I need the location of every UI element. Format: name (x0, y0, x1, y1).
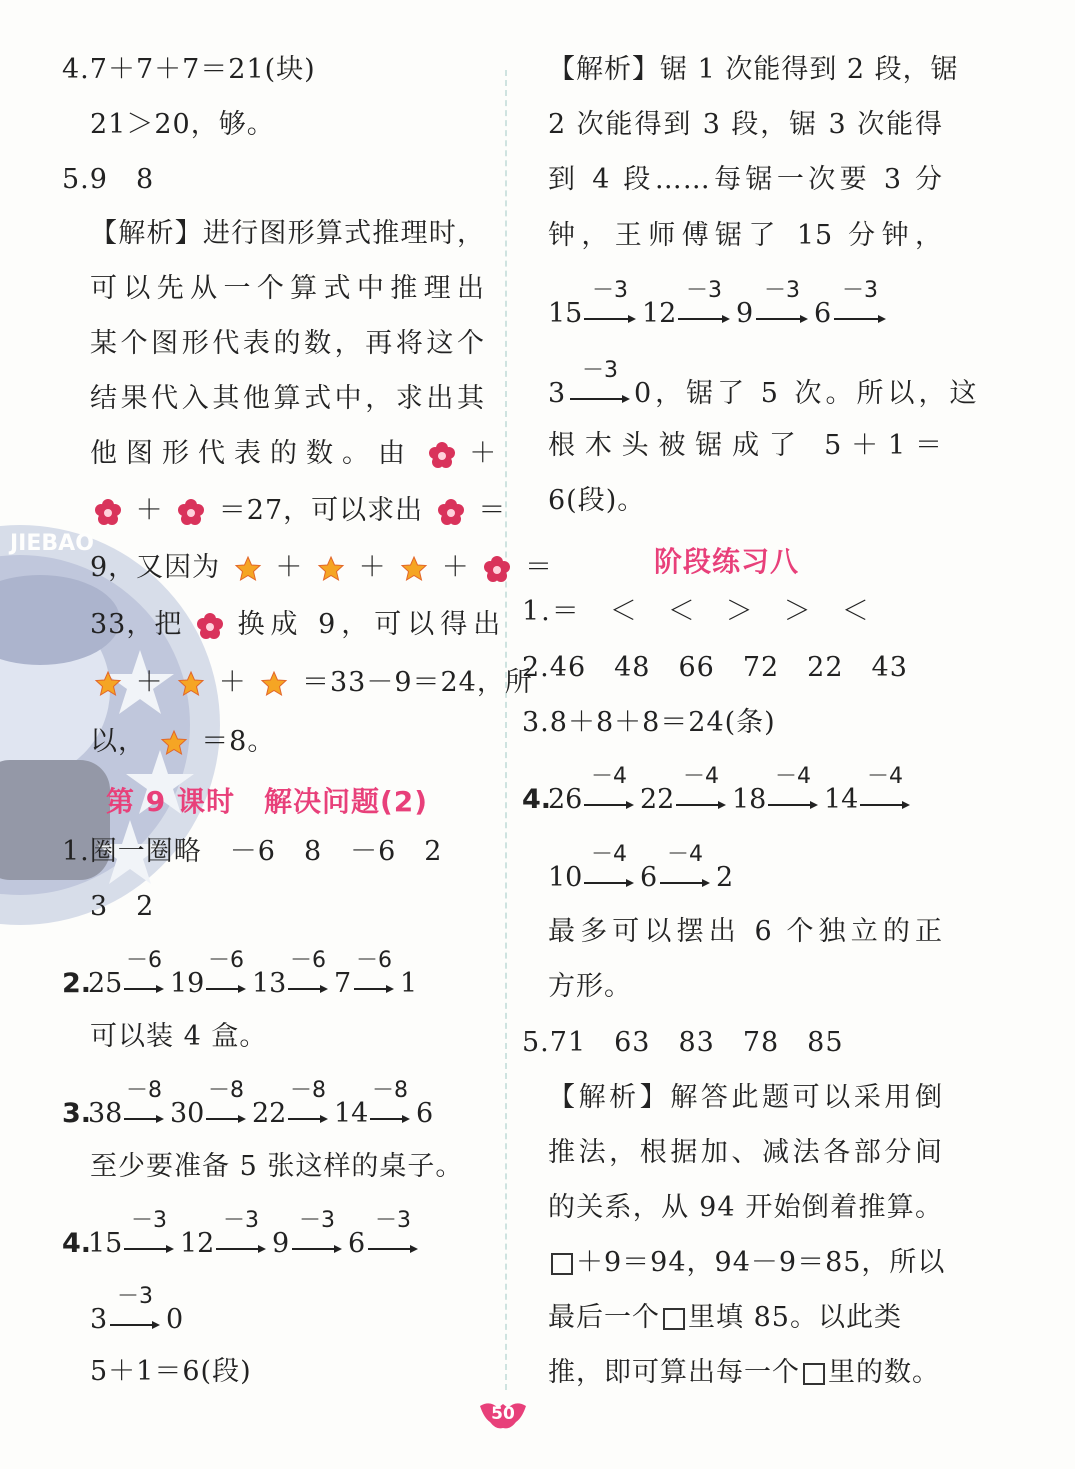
left-q3-sequence (62, 1070, 492, 1130)
seq-arrow-label: －3 (764, 278, 800, 303)
seq-number: 0 (166, 1304, 184, 1335)
arrow-icon (288, 1114, 328, 1124)
seq-arrow (584, 766, 634, 816)
right-p5-analysis5-text-a: 最后一个 (548, 1302, 660, 1333)
seq-arrow (206, 1080, 246, 1130)
right-p5-analysis6-text-a: 推，即可算出每一个 (548, 1357, 800, 1388)
seq-number: 6 (348, 1228, 366, 1259)
seq-arrow (768, 766, 818, 816)
left-analysis-line2: 可以先从一个算式中推理出 (90, 273, 485, 304)
seq-arrow-label: －3 (223, 1208, 259, 1233)
star-icon (177, 670, 205, 698)
seq-arrow (834, 280, 886, 330)
arrow-icon (584, 314, 636, 324)
right-p3: 3.8＋8＋8＝24(条) (522, 707, 776, 738)
seq-number: 6 (416, 1098, 434, 1129)
plus-sign: ＋ (135, 667, 164, 698)
arrow-icon (124, 1114, 164, 1124)
left-analysis-line5 (90, 436, 498, 472)
arrow-icon (206, 1114, 246, 1124)
page-number-badge (478, 1398, 528, 1432)
seq-arrow (584, 280, 636, 330)
seq-arrow (370, 1080, 410, 1130)
seq-arrow-label: －8 (208, 1078, 244, 1103)
seq-arrow (206, 950, 246, 1000)
left-analysis-line6 (90, 493, 507, 529)
plus-sign: ＋ (441, 552, 470, 583)
seq-number: 6 (814, 298, 832, 329)
seq-number: 12 (180, 1228, 215, 1259)
left-q1-line2: 3 2 (90, 891, 155, 922)
question-number: 2. (62, 968, 92, 999)
right-p1: 1.＝ ＜ ＜ ＞ ＞ ＜ (522, 596, 871, 627)
right-analysis-line3: 到 4 段……每锯一次要 3 分 (548, 164, 943, 195)
equals-sign: ＝ (478, 495, 507, 526)
seq-arrow-label: －3 (131, 1208, 167, 1233)
seq-number: 10 (548, 862, 583, 893)
left-analysis-line4: 结果代入其他算式中，求出其 (90, 383, 485, 414)
left-analysis-line10 (90, 724, 275, 760)
column-divider (505, 70, 507, 1390)
arrow-icon (676, 800, 726, 810)
left-q2-sequence (62, 940, 492, 1000)
seq-number: 26 (548, 784, 583, 815)
right-analysis-line2: 2 次能得到 3 段，锯 3 次能得 (548, 109, 943, 140)
seq-arrow-label: －4 (591, 842, 627, 867)
arrow-icon (768, 800, 818, 810)
arrow-icon (206, 984, 246, 994)
seq-arrow (216, 1210, 266, 1260)
seq-arrow-label: －3 (686, 278, 722, 303)
seq-number: 15 (88, 1228, 123, 1259)
seq-number: 2 (716, 862, 734, 893)
seq-number: 9 (736, 298, 754, 329)
left-analysis-line7-text: 9，又因为 (90, 552, 221, 583)
seq-arrow-label: －8 (126, 1078, 162, 1103)
lesson-heading: 第 9 课时 解决问题(2) (106, 785, 429, 818)
right-line-b: 根木头被锯成了 5＋1＝ (548, 430, 943, 461)
arrow-icon (584, 800, 634, 810)
flower-icon (483, 555, 511, 583)
seq-arrow (570, 360, 630, 410)
seq-arrow-label: －8 (372, 1078, 408, 1103)
left-q2-answer: 可以装 4 盒。 (90, 1021, 268, 1052)
arrow-icon (660, 878, 710, 888)
star-icon (160, 729, 188, 757)
seq-arrow (860, 766, 910, 816)
arrow-icon (288, 984, 328, 994)
right-p2: 2.46 48 66 72 22 43 (522, 652, 908, 683)
blank-box (803, 1363, 825, 1385)
plus-sign: ＋ (358, 552, 387, 583)
flower-icon (428, 441, 456, 469)
left-analysis-line9-text: ＝33－9＝24，所 (301, 667, 533, 698)
seq-arrow-label: －4 (683, 764, 719, 789)
seq-number: 9 (272, 1228, 290, 1259)
seq-arrow-label: －8 (290, 1078, 326, 1103)
left-q4b-sequence (62, 1200, 492, 1260)
left-q1-line1: 1.圈一圈略 －6 8 －6 2 (62, 836, 443, 867)
right-p5-analysis3: 的关系，从 94 开始倒着推算。 (548, 1192, 943, 1223)
arrow-icon (110, 1320, 160, 1330)
seq-number: 30 (170, 1098, 205, 1129)
section-heading: 阶段练习八 (654, 545, 800, 578)
seq-arrow-label: －6 (126, 948, 162, 973)
seq-arrow (124, 950, 164, 1000)
seq-arrow (756, 280, 808, 330)
star-icon (400, 555, 428, 583)
question-number: 3. (62, 1098, 92, 1129)
right-saw-sequence2-text: 0，锯了 5 次。所以，这 (634, 378, 981, 409)
question-number: 4. (522, 784, 552, 815)
left-q4-line1: 4.7＋7＋7＝21(块) (62, 54, 316, 85)
seq-arrow (288, 1080, 328, 1130)
seq-arrow-label: －4 (867, 764, 903, 789)
seq-number: 1 (400, 968, 418, 999)
seq-number: 38 (88, 1098, 123, 1129)
seq-arrow (368, 1210, 418, 1260)
left-analysis-line9 (90, 665, 533, 701)
seq-number: 7 (334, 968, 352, 999)
right-p4-sequence2 (548, 834, 768, 894)
seq-number: 22 (252, 1098, 287, 1129)
star-icon (317, 555, 345, 583)
right-p5: 5.71 63 83 78 85 (522, 1027, 844, 1058)
seq-number: 25 (88, 968, 123, 999)
arrow-icon (584, 878, 634, 888)
seq-number: 19 (170, 968, 205, 999)
seq-arrow (124, 1210, 174, 1260)
left-analysis-line5-text: 他图形代表的数。由 (90, 438, 414, 469)
seq-arrow-label: －4 (667, 842, 703, 867)
seq-arrow (354, 950, 394, 1000)
right-p5-analysis4 (548, 1245, 945, 1281)
seq-number: 6 (640, 862, 658, 893)
right-analysis-line4: 钟，王师傅锯了 15 分钟， (548, 220, 943, 251)
arrow-icon (678, 314, 730, 324)
seq-arrow (678, 280, 730, 330)
seq-arrow (660, 844, 710, 894)
arrow-icon (834, 314, 886, 324)
left-analysis-line8-text-a: 33，把 (90, 609, 183, 640)
left-analysis-line10-text-b: ＝8。 (201, 726, 276, 757)
arrow-icon (570, 394, 630, 404)
seq-number: 15 (548, 298, 583, 329)
arrow-icon (354, 984, 394, 994)
right-saw-sequence2 (548, 350, 981, 410)
seq-arrow-label: －4 (775, 764, 811, 789)
arrow-icon (124, 984, 164, 994)
seq-arrow-label: －3 (842, 278, 878, 303)
right-p4-answer1: 最多可以摆出 6 个独立的正 (548, 916, 943, 947)
seq-number: 14 (824, 784, 859, 815)
star-icon (94, 670, 122, 698)
blank-box (551, 1253, 573, 1275)
arrow-icon (216, 1244, 266, 1254)
arrow-icon (860, 800, 910, 810)
seq-arrow-label: －6 (356, 948, 392, 973)
seq-arrow (124, 1080, 164, 1130)
page-number: 50 (491, 1404, 515, 1424)
seq-arrow-label: －3 (299, 1208, 335, 1233)
seq-arrow-label: －3 (375, 1208, 411, 1233)
right-p5-analysis2: 推法，根据加、减法各部分间 (548, 1137, 943, 1168)
right-p5-analysis6 (548, 1355, 940, 1391)
equals-sign: ＝ (524, 552, 553, 583)
blank-box (663, 1308, 685, 1330)
seq-arrow (584, 844, 634, 894)
left-q4-line2: 21＞20，够。 (90, 109, 275, 140)
seq-number: 18 (732, 784, 767, 815)
left-q4b-answer: 5＋1＝6(段) (90, 1356, 252, 1387)
seq-arrow-label: －3 (117, 1284, 153, 1309)
flower-icon (437, 498, 465, 526)
left-analysis-line5-plus: ＋ (469, 438, 498, 469)
right-analysis-line1: 【解析】锯 1 次能得到 2 段，锯 (548, 54, 959, 85)
seq-number: 3 (90, 1304, 108, 1335)
star-icon (234, 555, 262, 583)
plus-sign: ＋ (275, 552, 304, 583)
arrow-icon (368, 1244, 418, 1254)
left-q4b-sequence2 (90, 1276, 290, 1336)
left-analysis-line6-text: ＝27，可以求出 (218, 495, 424, 526)
right-p5-analysis1: 【解析】解答此题可以采用倒 (548, 1082, 943, 1113)
plus-sign: ＋ (135, 495, 164, 526)
flower-icon (196, 612, 224, 640)
seq-arrow-label: －3 (592, 278, 628, 303)
seq-number: 3 (548, 378, 566, 409)
seq-number: 12 (642, 298, 677, 329)
plus-sign: ＋ (218, 667, 247, 698)
seq-number: 13 (252, 968, 287, 999)
left-q5: 5.9 8 (62, 164, 155, 195)
arrow-icon (292, 1244, 342, 1254)
arrow-icon (756, 314, 808, 324)
seq-arrow-label: －6 (208, 948, 244, 973)
seq-number: 14 (334, 1098, 369, 1129)
left-analysis-line10-text-a: 以， (90, 726, 146, 757)
seq-arrow (288, 950, 328, 1000)
seq-arrow (292, 1210, 342, 1260)
left-analysis-line1: 【解析】进行图形算式推理时， (90, 218, 485, 249)
seq-arrow (676, 766, 726, 816)
left-analysis-line3: 某个图形代表的数，再将这个 (90, 328, 485, 359)
watermark-text: JIEBAO (10, 531, 94, 556)
seq-arrow-label: －3 (582, 358, 618, 383)
right-saw-sequence (548, 270, 948, 330)
seq-arrow-label: －6 (290, 948, 326, 973)
right-p5-analysis4-text: ＋9＝94，94－9＝85，所以 (576, 1247, 946, 1278)
left-analysis-line8-text-b: 换成 9，可以得出 (237, 609, 507, 640)
right-p4-answer2: 方形。 (548, 971, 632, 1002)
arrow-icon (124, 1244, 174, 1254)
right-p5-analysis5-text-b: 里填 85。以此类 (688, 1302, 902, 1333)
left-analysis-line8 (90, 607, 507, 643)
flower-icon (94, 498, 122, 526)
left-analysis-line7 (90, 550, 553, 586)
question-number: 4. (62, 1228, 92, 1259)
star-icon (260, 670, 288, 698)
right-line-c: 6(段)。 (548, 485, 646, 516)
arrow-icon (370, 1114, 410, 1124)
right-p5-analysis6-text-b: 里的数。 (828, 1357, 940, 1388)
right-p5-analysis5 (548, 1300, 902, 1336)
left-q3-answer: 至少要准备 5 张这样的桌子。 (90, 1151, 464, 1182)
seq-number: 22 (640, 784, 675, 815)
seq-arrow (110, 1286, 160, 1336)
right-p4-sequence (522, 756, 947, 816)
seq-arrow-label: －4 (591, 764, 627, 789)
flower-icon (177, 498, 205, 526)
